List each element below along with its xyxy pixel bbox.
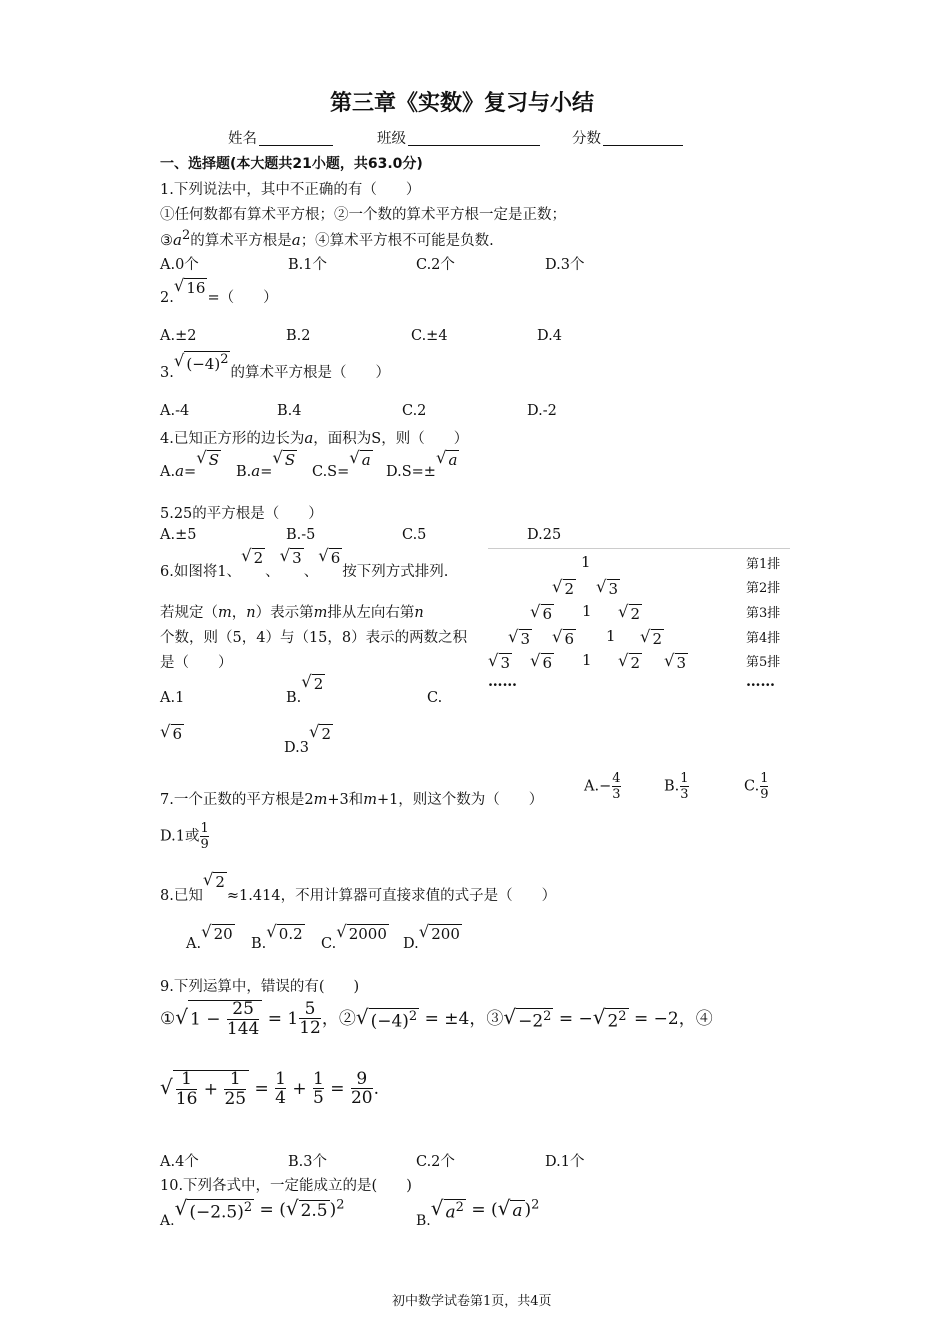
page-title: 第三章《实数》复习与小结: [330, 91, 595, 116]
q9-option-c[interactable]: C.2个: [416, 1154, 455, 1170]
q5-stem: 5.25的平方根是（ ）: [160, 506, 323, 522]
q3-option-d[interactable]: D.-2: [527, 403, 557, 419]
q5-option-d[interactable]: D.25: [527, 527, 562, 543]
fig-row-label-1: 第1排: [746, 557, 781, 572]
q1-option-c[interactable]: C.2个: [416, 257, 455, 273]
q6-option-b[interactable]: B.√ 2: [286, 672, 324, 706]
fig-r4-sqrt2: √ 2: [640, 627, 663, 648]
score-label: 分数: [572, 131, 601, 147]
q4-option-b[interactable]: B.a=√ S: [236, 448, 296, 480]
fig-r4-sqrt3: √ 3: [508, 627, 531, 648]
fig-r3-sqrt2: √ 2: [618, 602, 641, 623]
q8-option-b[interactable]: B.√ 0.2: [251, 922, 303, 952]
class-blank[interactable]: [408, 131, 540, 146]
q5-option-b[interactable]: B.-5: [286, 527, 316, 543]
q9-expr-line1: ①√ 1 − $\frac{25}{144}$ = 1 $\frac{5}{12}$ ，②√ $(-4)^2 = \pm 4$，③√ $-2^2$ = −√ $2^2 = -2$，④: [160, 998, 713, 1039]
q4-stem: 4.已知正方形的边长为a，面积为S，则（ ）: [160, 429, 469, 447]
q9-option-b[interactable]: B.3个: [288, 1154, 327, 1170]
fig-dots-left: ……: [488, 673, 517, 690]
q7-option-c[interactable]: C. $\frac{1}{9}$: [744, 771, 769, 802]
q1-stem: 1.下列说法中，其中不正确的有（ ）: [160, 182, 421, 198]
name-field[interactable]: [228, 127, 333, 148]
q10-option-b[interactable]: $_{B.}$√ $a^2$ = (√ a )$^2$: [416, 1196, 540, 1229]
class-label: 班级: [377, 131, 406, 147]
q8-option-d[interactable]: D.√ 200: [403, 922, 460, 952]
q6-line2: 若规定（m，n）表示第m排从左向右第n: [160, 605, 424, 621]
q4-option-c[interactable]: C.S=√ a: [312, 448, 371, 480]
q4-option-d[interactable]: D.S=±√ a: [386, 448, 458, 480]
q3-option-a[interactable]: A.-4: [160, 403, 190, 419]
fig-r2-sqrt2: √ 2: [552, 577, 575, 598]
fig-r5-1: 1: [582, 651, 592, 669]
q2-option-c[interactable]: C.±4: [411, 328, 448, 344]
q6-option-a[interactable]: A.1: [160, 690, 185, 706]
q2-stem: 2.√ 16=（ ）: [160, 276, 278, 306]
q5-option-c[interactable]: C.5: [402, 527, 427, 543]
q9-option-a[interactable]: A.4个: [160, 1154, 199, 1170]
name-blank[interactable]: [259, 131, 333, 146]
q9-stem: 9.下列运算中，错误的有( ): [160, 979, 360, 995]
fig-r5-sqrt6: √ 6: [530, 651, 553, 672]
q3-option-b[interactable]: B.4: [277, 403, 302, 419]
q6-line3: 个数，则（5，4）与（15，8）表示的两数之积: [160, 630, 468, 646]
fig-r4-sqrt6: √ 6: [552, 627, 575, 648]
q6-figure: [488, 548, 790, 689]
q2-option-a[interactable]: A.±2: [160, 328, 197, 344]
q6-line4: 是（ ）: [160, 655, 233, 671]
fig-row-label-4: 第4排: [746, 631, 781, 646]
q7-option-d[interactable]: D.1或 $\frac{1}{9}$: [160, 821, 209, 852]
q8-option-a[interactable]: A.√ 20: [186, 922, 233, 952]
fig-r5-sqrt3a: √ 3: [488, 651, 511, 672]
fig-r1-1: 1: [581, 553, 591, 571]
fig-r5-sqrt3b: √ 3: [664, 651, 687, 672]
q3-option-c[interactable]: C.2: [402, 403, 427, 419]
sqrt-neg4-squared: √ $(-4)^2$: [173, 351, 229, 373]
q7-option-b[interactable]: B. $\frac{1}{3}$: [664, 771, 689, 802]
fig-row-label-3: 第3排: [746, 606, 781, 621]
q6-option-c-value[interactable]: √ 6: [160, 722, 183, 743]
q6-stem: 6.如图将1、√ 2、√ 3、√ 6按下列方式排列.: [160, 546, 449, 580]
q2-option-b[interactable]: B.2: [286, 328, 311, 344]
fig-r3-1: 1: [582, 602, 592, 620]
fig-row-label-5: 第5排: [746, 655, 781, 670]
q1-line1: ①任何数都有算术平方根；②一个数的算术平方根一定是正数；: [160, 207, 566, 223]
fig-r4-1: 1: [606, 627, 616, 645]
q6-option-c-label[interactable]: C.: [427, 690, 443, 706]
q2-option-d[interactable]: D.4: [537, 328, 562, 344]
q5-option-a[interactable]: A.±5: [160, 527, 197, 543]
q8-option-c[interactable]: C.√ 2000: [321, 922, 387, 952]
fig-r5-sqrt2: √ 2: [618, 651, 641, 672]
score-blank[interactable]: [603, 131, 683, 146]
q10-option-a[interactable]: $_{A.}$√ $(-2.5)^2$ = (√ 2.5 )$^2$: [160, 1196, 345, 1229]
q1-option-a[interactable]: A.0个: [160, 257, 199, 273]
class-field[interactable]: [377, 127, 540, 148]
q10-stem: 10.下列各式中，一定能成立的是( ): [160, 1178, 412, 1194]
q7-option-a[interactable]: A.− $\frac{4}{3}$: [584, 771, 621, 802]
name-label: 姓名: [228, 131, 257, 147]
q1-option-d[interactable]: D.3个: [545, 257, 585, 273]
section-heading: 一、选择题(本大题共21小题，共63.0分): [160, 156, 423, 172]
sqrt-16: √ 16: [173, 276, 206, 297]
q9-option-d[interactable]: D.1个: [545, 1154, 585, 1170]
fig-r3-sqrt6: √ 6: [530, 602, 553, 623]
fig-row-label-2: 第2排: [746, 581, 781, 596]
fig-r2-sqrt3: √ 3: [596, 577, 619, 598]
fig-dots-right: ……: [746, 673, 775, 690]
q6-option-d[interactable]: D.3√ 2: [284, 722, 332, 756]
page-footer: 初中数学试卷第1页，共4页: [392, 1294, 552, 1309]
q9-expr-line2: √ $\frac{1}{16}$ + $\frac{1}{25}$ = $\frac{1}{4}$ + $\frac{1}{5}$ = $\frac{9}{20}$ .: [160, 1068, 379, 1109]
q1-option-b[interactable]: B.1个: [288, 257, 327, 273]
q3-stem: 3.√ $(-4)^2$的算术平方根是（ ）: [160, 351, 390, 381]
score-field[interactable]: [572, 127, 683, 148]
q1-line2: $③a^2$的算术平方根是a；④算术平方根不可能是负数.: [160, 228, 494, 249]
q8-stem: 8.已知√ 2≈1.414，不用计算器可直接求值的式子是（ ）: [160, 870, 557, 904]
q7-stem: 7.一个正数的平方根是2m+3和m+1，则这个数为（ ）: [160, 792, 544, 808]
q4-option-a[interactable]: A.a=√ S: [160, 448, 219, 480]
